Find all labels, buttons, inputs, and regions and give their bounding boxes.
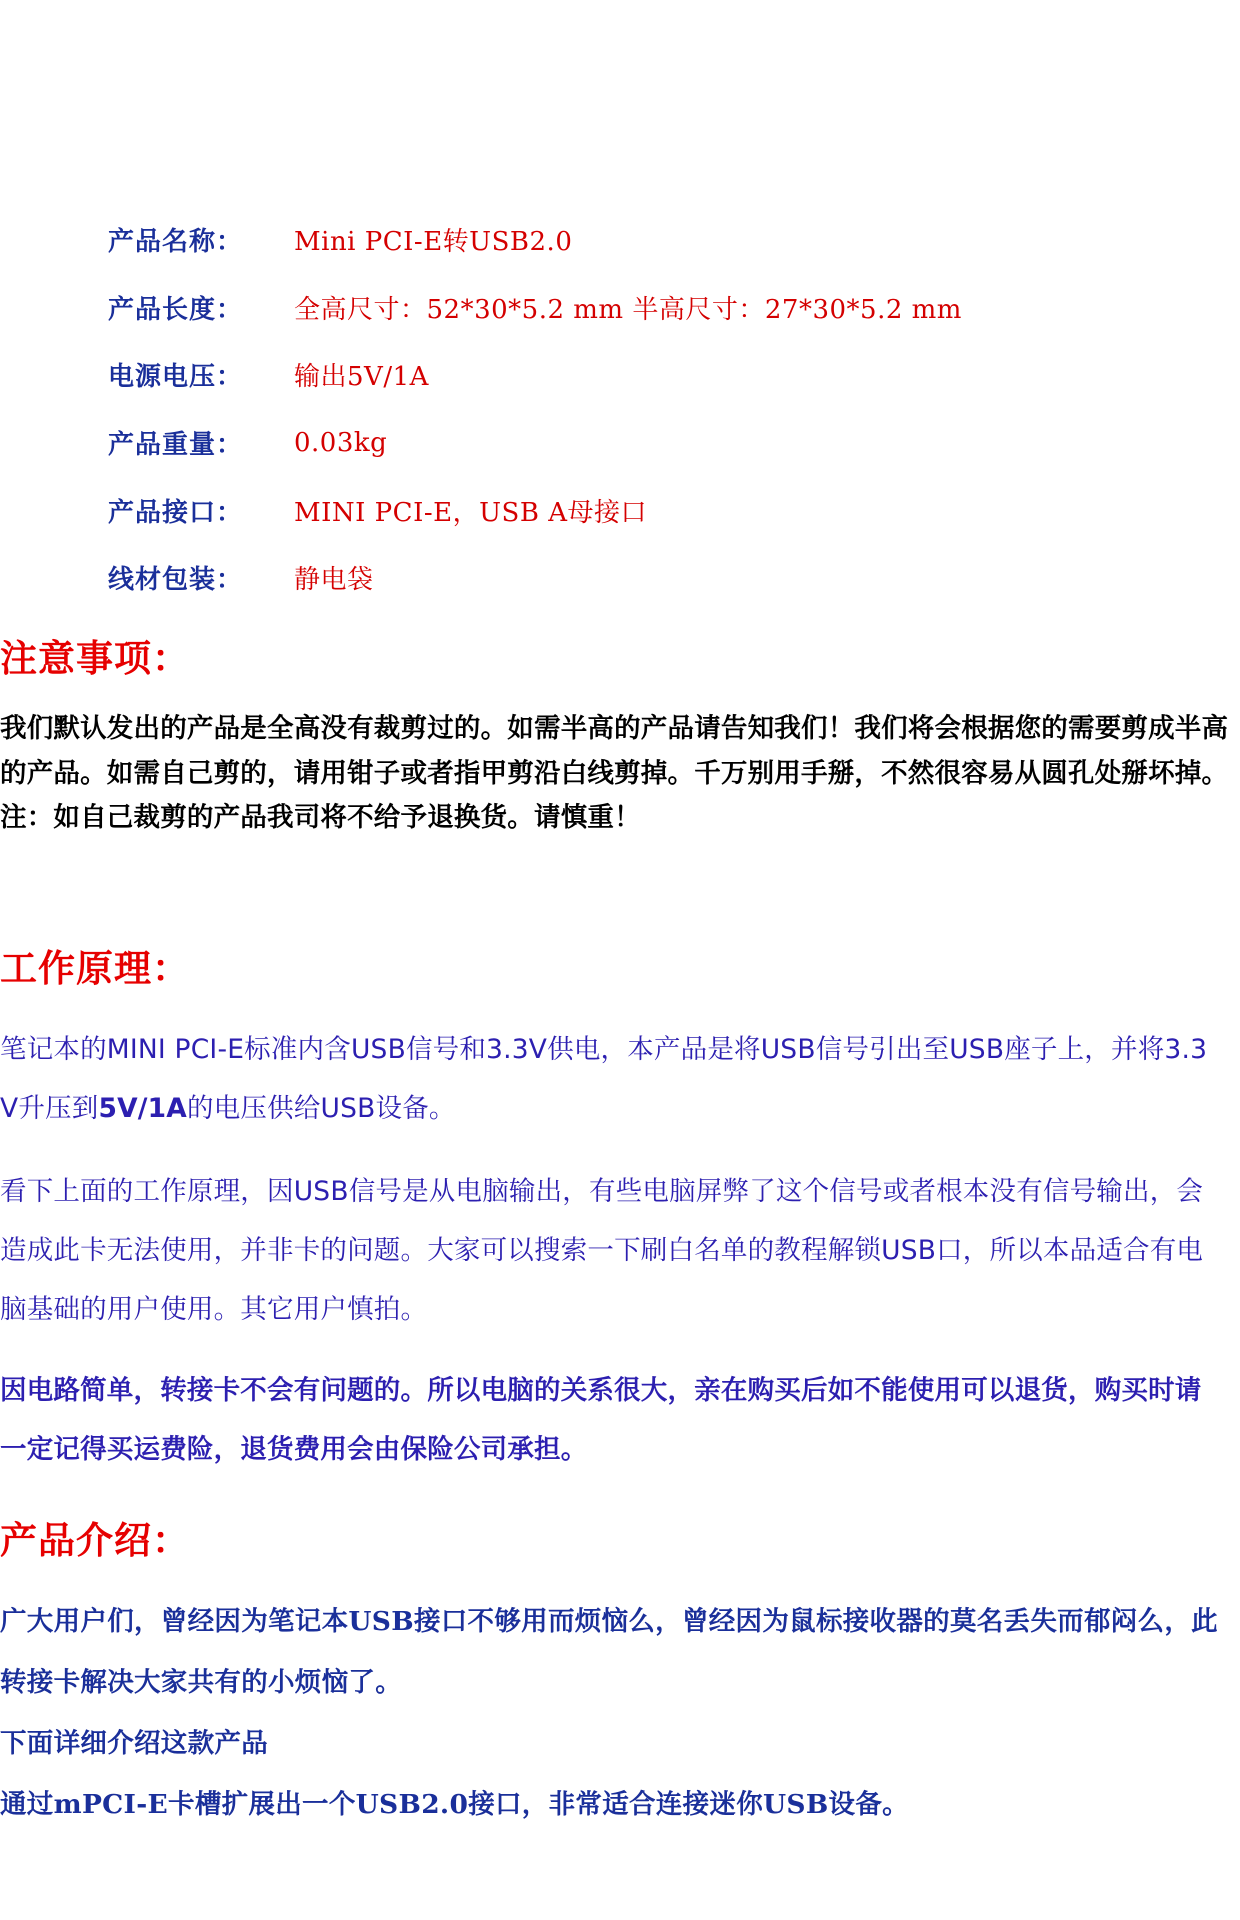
intro-paragraph-3: 通过mPCI-E卡槽扩展出一个USB2.0接口，非常适合连接迷你USB设备。 <box>0 1789 909 1820</box>
intro-heading: 产品介绍： <box>0 1519 190 1562</box>
principle-heading: 工作原理： <box>0 947 190 990</box>
spec-label: 产品名称： <box>108 227 244 258</box>
intro-paragraph-2: 下面详细介绍这款产品 <box>0 1728 268 1759</box>
spec-row-length <box>108 274 1148 342</box>
spec-value: MINI PCI-E，USB A母接口 <box>294 497 647 528</box>
spec-label: 线材包装： <box>108 565 244 596</box>
spec-row-voltage <box>108 341 1148 409</box>
spec-label: 产品长度： <box>108 294 244 325</box>
spec-row-weight <box>108 409 1148 477</box>
spec-value: 全高尺寸：52*30*5.2 mm 半高尺寸：27*30*5.2 mm <box>294 294 962 325</box>
principle-text: 笔记本的MINI PCI-E标准内含USB信号和3.3V供电，本产品是将USB信号引出至USB座子上，并将3.3V升压到 <box>0 1034 1208 1124</box>
spec-value: Mini PCI-E转USB2.0 <box>294 227 573 258</box>
spec-row-packaging <box>108 544 1148 612</box>
spec-value: 静电袋 <box>294 565 374 596</box>
principle-paragraph-3: 因电路简单，转接卡不会有问题的。所以电脑的关系很大，亲在购买后如不能使用可以退货，购买时请一定记得买运费险，退货费用会由保险公司承担。 <box>0 1375 1202 1465</box>
principle-paragraph-2: 看下上面的工作原理，因USB信号是从电脑输出，有些电脑屏弊了这个信号或者根本没有信号输出，会造成此卡无法使用，并非卡的问题。大家可以搜索一下刷白名单的教程解锁USB口，所以本品适合有电脑基础的用户使用。其它用户慎拍。 <box>0 1176 1204 1325</box>
spec-row-interface <box>108 476 1148 544</box>
notice-text: 我们默认发出的产品是全高没有裁剪过的。如需半高的产品请告知我们！我们将会根据您的需要剪成半高的产品。如需自己剪的，请用钳子或者指甲剪沿白线剪掉。千万别用手掰，不然很容易从圆孔处掰坏掉。注：如自己裁剪的产品我司将不给予退换货。请慎重！ <box>0 713 1229 833</box>
spec-row-name <box>108 206 1148 274</box>
spec-label: 产品重量： <box>108 430 244 461</box>
intro-paragraph-1: 广大用户们，曾经因为笔记本USB接口不够用而烦恼么，曾经因为鼠标接收器的莫名丢失而郁闷么，此转接卡解决大家共有的小烦恼了。 <box>0 1606 1218 1698</box>
notice-heading: 注意事项： <box>0 637 190 680</box>
spec-value: 输出5V/1A <box>294 362 429 393</box>
spec-label: 电源电压： <box>108 362 244 393</box>
spec-value: 0.03kg <box>294 427 388 458</box>
principle-voltage: 5V/1A <box>98 1093 188 1124</box>
principle-paragraph-1 <box>0 1020 1225 1138</box>
principle-text: 的电压供给USB设备。 <box>187 1093 456 1124</box>
spec-table <box>108 206 1148 612</box>
spec-label: 产品接口： <box>108 497 244 528</box>
